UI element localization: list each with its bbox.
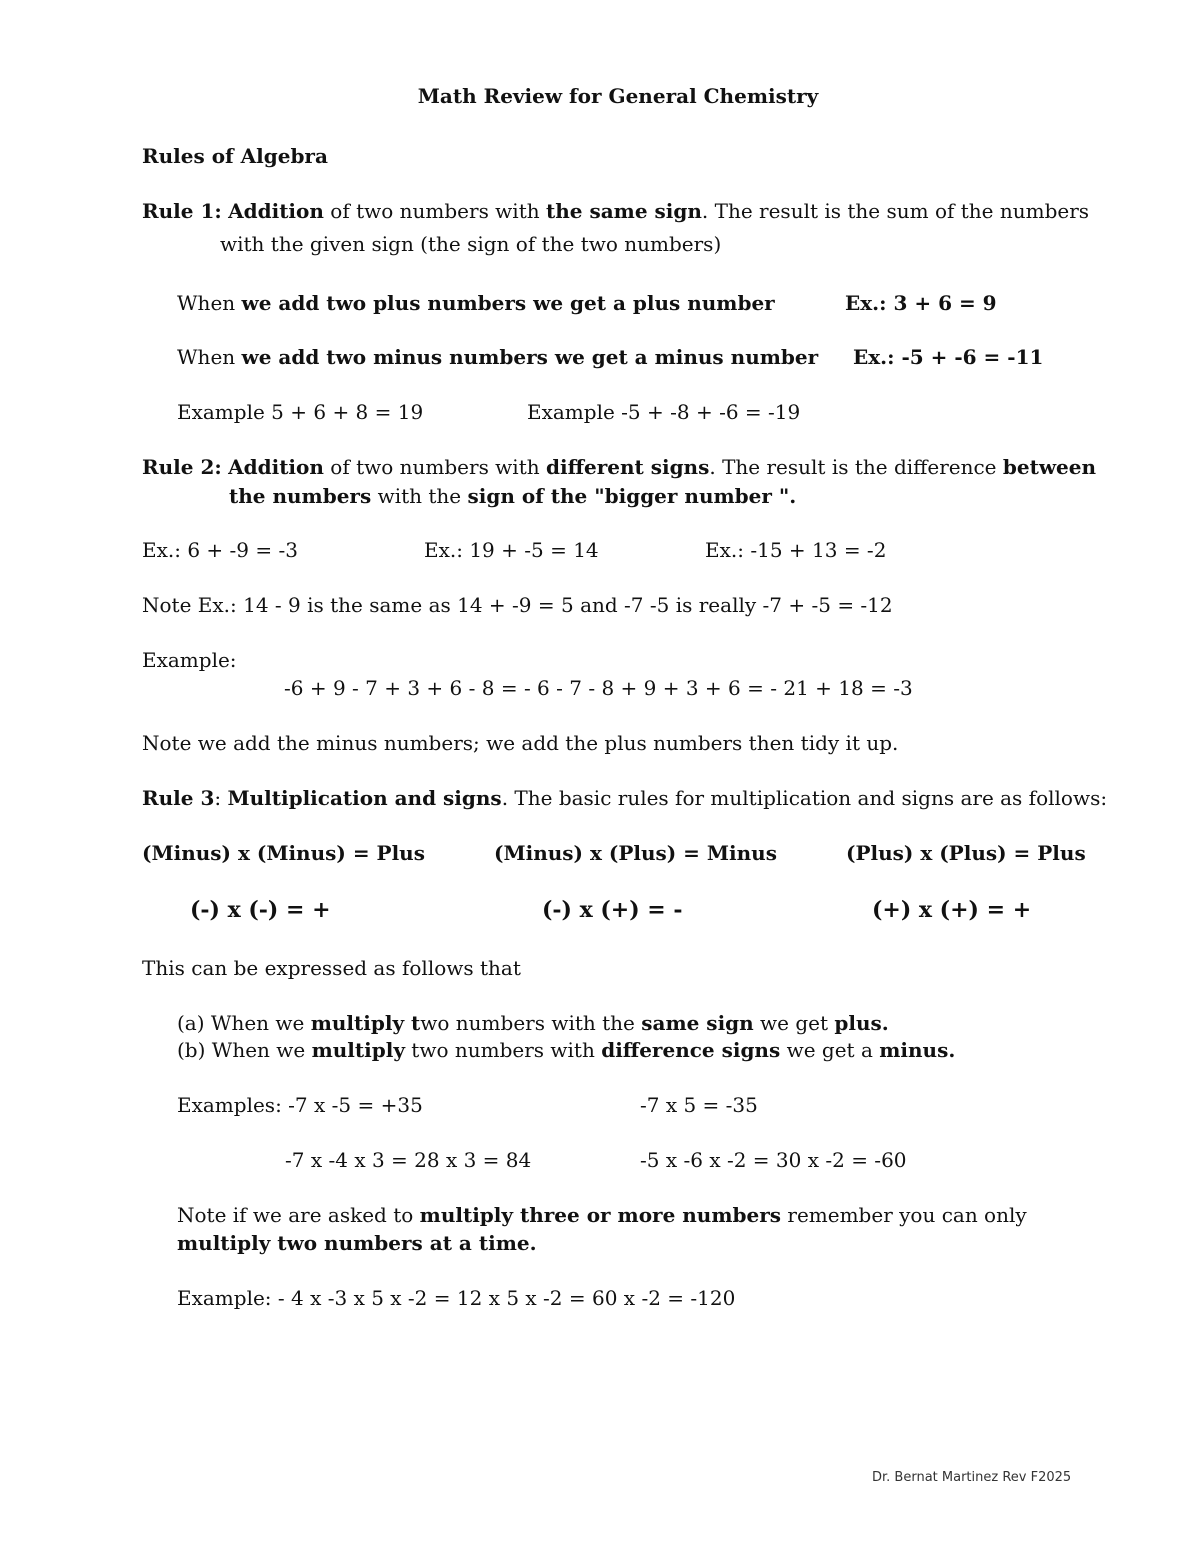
rule2-text3: with the: [377, 484, 462, 508]
rule3-b-text1: (b) When we: [177, 1038, 306, 1062]
rule3-word-rule1: (Minus) x (Minus) = Plus: [142, 841, 425, 865]
rule3-symbol-rule3: (+) x (+) = +: [872, 897, 1032, 923]
rule1-plus-bold: we add two plus numbers we get a plus number: [241, 291, 775, 315]
rule2-ex3: Ex.: -15 + 13 = -2: [705, 538, 887, 562]
rule3-example-final: Example: - 4 x -3 x 5 x -2 = 12 x 5 x -2 = 60 x -2 = -120: [177, 1286, 736, 1310]
rule3-note-line1: [177, 1203, 1027, 1227]
rule2-text1: of two numbers with: [330, 455, 540, 479]
rule1-plus-example: Ex.: 3 + 6 = 9: [845, 291, 997, 315]
rule3-item-a: [177, 1011, 889, 1035]
rule3-a-bold2: same sign: [641, 1011, 754, 1035]
rule3-b-text3: we get a: [786, 1038, 873, 1062]
rule3-word-rule2: (Minus) x (Plus) = Minus: [494, 841, 777, 865]
rule2-bold4: sign of the "bigger number ".: [467, 484, 797, 508]
rule2-text2: . The result is the difference: [709, 455, 997, 479]
section-heading: Rules of Algebra: [142, 144, 328, 168]
rule1-text2: . The result is the sum of the numbers: [701, 199, 1090, 223]
page-title: Math Review for General Chemistry: [417, 84, 819, 108]
rule1-minus-bold: we add two minus numbers we get a minus number: [241, 345, 819, 369]
rule1-line2: with the given sign (the sign of the two numbers): [220, 232, 722, 256]
rule3-note-line2: multiply two numbers at a time.: [177, 1231, 537, 1255]
rule3-expressed: This can be expressed as follows that: [142, 956, 521, 980]
rule1-minus-when: When: [177, 345, 236, 369]
rule1-line1: [142, 199, 1089, 223]
rule3-text1: . The basic rules for multiplication and signs are as follows:: [501, 786, 1108, 810]
rule3-a-bold1: multiply t: [310, 1011, 421, 1035]
rule1-label: Rule 1:: [142, 199, 222, 223]
rule2-label: Rule 2:: [142, 455, 222, 479]
rule2-name: Addition: [228, 455, 324, 479]
rule2-line2: [229, 484, 796, 508]
rule3-example-d: -5 x -6 x -2 = 30 x -2 = -60: [640, 1148, 907, 1172]
rule3-label: Rule 3: [142, 786, 215, 810]
rule1-minus-example: Ex.: -5 + -6 = -11: [853, 345, 1044, 369]
rule1-example2: Example -5 + -8 + -6 = -19: [527, 400, 801, 424]
rule3-example-b: -7 x 5 = -35: [640, 1093, 758, 1117]
rule3-colon: :: [214, 786, 222, 810]
rule2-example-equation: -6 + 9 - 7 + 3 + 6 - 8 = - 6 - 7 - 8 + 9 + 3 + 6 = - 21 + 18 = -3: [284, 676, 913, 700]
rule3-word-rule3: (Plus) x (Plus) = Plus: [846, 841, 1086, 865]
rule3-example-c: -7 x -4 x 3 = 28 x 3 = 84: [285, 1148, 532, 1172]
rule3-b-bold3: minus.: [879, 1038, 956, 1062]
rule2-ex1: Ex.: 6 + -9 = -3: [142, 538, 298, 562]
rule1-plus-when: When: [177, 291, 236, 315]
rule2-bold3: the numbers: [229, 484, 372, 508]
rule3-symbol-rule2: (-) x (+) = -: [542, 897, 683, 923]
rule3-name: Multiplication and signs: [227, 786, 502, 810]
rule2-line1: [142, 455, 1096, 479]
rule2-bold1: different signs: [545, 455, 710, 479]
rule3-item-b: [177, 1038, 955, 1062]
rule3-line1: [142, 786, 1107, 810]
rule1-example1: Example 5 + 6 + 8 = 19: [177, 400, 424, 424]
rule1-bold1: the same sign: [545, 199, 702, 223]
rule3-note-bold1: multiply three or more numbers: [419, 1203, 782, 1227]
rule3-b-bold2: difference signs: [601, 1038, 781, 1062]
rule3-b-bold1: multiply: [311, 1038, 405, 1062]
rule2-bold2: between: [1002, 455, 1097, 479]
rule1-text1: of two numbers with: [330, 199, 540, 223]
rule2-note2: Note we add the minus numbers; we add the plus numbers then tidy it up.: [142, 731, 899, 755]
rule3-a-bold3: plus.: [834, 1011, 889, 1035]
rule3-note-text2: remember you can only: [787, 1203, 1027, 1227]
rule1-name: Addition: [228, 199, 324, 223]
rule3-a-text2: wo numbers with the: [420, 1011, 635, 1035]
rule3-a-text1: (a) When we: [177, 1011, 305, 1035]
rule1-minus-line: [177, 345, 818, 369]
rule2-example-label: Example:: [142, 648, 237, 672]
rule3-a-text3: we get: [760, 1011, 829, 1035]
rule2-note: Note Ex.: 14 - 9 is the same as 14 + -9 = 5 and -7 -5 is really -7 + -5 = -12: [142, 593, 893, 617]
rule3-b-text2: two numbers with: [411, 1038, 595, 1062]
footer-author: Dr. Bernat Martinez Rev F2025: [872, 1470, 1072, 1485]
rule1-plus-line: [177, 291, 775, 315]
rule3-note-text1: Note if we are asked to: [177, 1203, 414, 1227]
rule3-symbol-rule1: (-) x (-) = +: [190, 897, 331, 923]
rule3-example-a: Examples: -7 x -5 = +35: [177, 1093, 423, 1117]
rule2-ex2: Ex.: 19 + -5 = 14: [424, 538, 599, 562]
